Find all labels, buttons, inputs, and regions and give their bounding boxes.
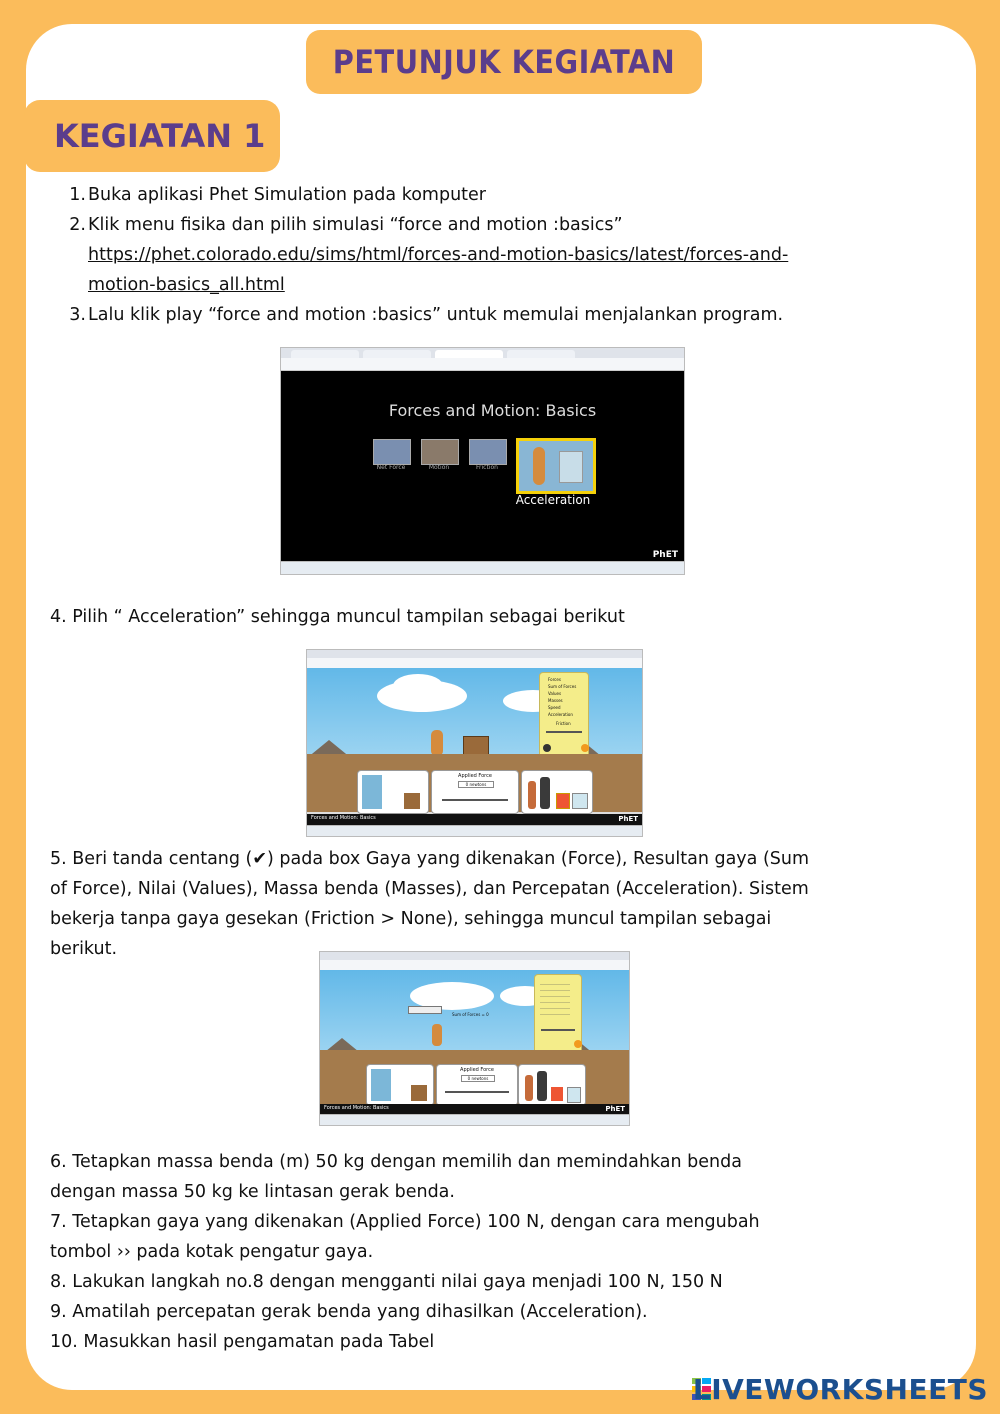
tile-friction[interactable]	[469, 439, 507, 465]
phet-logo: PhET	[618, 815, 638, 823]
page-title: PETUNJUK KEGIATAN	[332, 43, 676, 81]
step-4-text: 4. Pilih “ Acceleration” sehingga muncul tampilan sebagai berikut	[50, 607, 625, 627]
sum-of-forces-label: Sum of Forces = 0	[452, 1012, 489, 1017]
applied-force-label: Applied Force	[460, 1067, 494, 1073]
friction-slider[interactable]	[541, 1029, 575, 1031]
browser-address-bar	[281, 358, 684, 371]
checkbox-sum[interactable]: Sum of Forces	[548, 684, 577, 689]
tile-net-force[interactable]	[373, 439, 411, 465]
reset-icon[interactable]	[574, 1040, 582, 1048]
checkbox-masses[interactable]: Masses	[548, 698, 563, 703]
tile-acceleration[interactable]	[516, 438, 596, 494]
fridge[interactable]	[362, 775, 382, 809]
step-7-line1: 7. Tetapkan gaya yang dikenakan (Applied Force) 100 N, dengan cara mengubah	[50, 1212, 760, 1232]
pusher-figure	[432, 1024, 442, 1046]
checkbox-speed[interactable]: Speed	[548, 705, 561, 710]
step-number: 2.	[69, 215, 86, 235]
object-shelf-left	[366, 1064, 434, 1106]
play-icon[interactable]	[543, 744, 551, 752]
object-shelf-right	[518, 1064, 586, 1106]
newtons-readout: 0 newtons	[458, 781, 494, 788]
step-5-line3: bekerja tanpa gaya gesekan (Friction > None), sehingga muncul tampilan sebagai	[50, 909, 772, 929]
sim-name: Forces and Motion: Basics	[311, 815, 376, 821]
phet-logo: PhET	[652, 550, 678, 560]
tile-label: Net Force	[376, 464, 406, 471]
checkbox-forces[interactable]: Forces	[548, 677, 561, 682]
force-slider[interactable]	[442, 799, 508, 801]
step-2-text: Klik menu fisika dan pilih simulasi “force and motion :basics”	[88, 215, 623, 235]
sim-home-screen	[281, 371, 684, 562]
friction-label: Friction	[556, 721, 571, 726]
step-8-text: 8. Lakukan langkah no.8 dengan mengganti nilai gaya menjadi 100 N, 150 N	[50, 1272, 723, 1292]
step-3-text: Lalu klik play “force and motion :basics” untuk memulai menjalankan program.	[88, 305, 784, 325]
friction-slider[interactable]	[546, 731, 582, 733]
windows-taskbar	[281, 561, 684, 574]
step-6-line2: dengan massa 50 kg ke lintasan gerak benda.	[50, 1182, 455, 1202]
step-1-text: Buka aplikasi Phet Simulation pada komputer	[88, 185, 486, 205]
reset-icon[interactable]	[581, 744, 589, 752]
applied-force-panel	[431, 770, 519, 814]
newtons-readout: 0 newtons	[461, 1075, 495, 1082]
title-banner	[306, 30, 702, 94]
checkbox-values[interactable]: Values	[548, 691, 562, 696]
section-banner	[24, 100, 280, 172]
step-5-line2: of Force), Nilai (Values), Massa benda (Masses), dan Percepatan (Acceleration). Sistem	[50, 879, 809, 899]
browser-tabs	[281, 348, 684, 358]
step-5-line1: 5. Beri tanda centang (✔) pada box Gaya yang dikenakan (Force), Resultan gaya (Sum	[50, 849, 810, 869]
step-9-text: 9. Amatilah percepatan gerak benda yang dihasilkan (Acceleration).	[50, 1302, 648, 1322]
force-slider[interactable]	[445, 1091, 509, 1093]
object-shelf-left	[357, 770, 429, 814]
object-shelf-right	[521, 770, 593, 814]
tile-label: Friction	[476, 464, 498, 471]
sim-name: Forces and Motion: Basics	[324, 1105, 389, 1111]
tile-label: Motion	[428, 464, 450, 471]
section-title: KEGIATAN 1	[54, 117, 266, 155]
applied-force-label: Applied Force	[458, 773, 492, 779]
step-number: 3.	[69, 305, 86, 325]
step-number: 1.	[69, 185, 86, 205]
tile-motion[interactable]	[421, 439, 459, 465]
sim-title: Forces and Motion: Basics	[388, 401, 597, 420]
crate-small[interactable]	[404, 793, 420, 809]
mass-label	[408, 1006, 442, 1014]
liveworksheets-brand: LIVEWORKSHEETS	[692, 1373, 988, 1406]
phet-logo: PhET	[605, 1105, 625, 1113]
screenshot-acceleration-default	[306, 649, 643, 837]
step-5-line4: berikut.	[50, 939, 118, 959]
screenshot-acceleration-checked	[319, 951, 630, 1126]
phet-link-line2[interactable]: motion-basics_all.html	[88, 275, 285, 295]
tile-label-selected: Acceleration	[515, 493, 591, 507]
pusher-figure	[431, 730, 443, 756]
step-7-line2: tombol ›› pada kotak pengatur gaya.	[50, 1242, 374, 1262]
checkbox-acceleration[interactable]: Acceleration	[548, 712, 573, 717]
screenshot-phet-home	[280, 347, 685, 575]
step-10-text: 10. Masukkan hasil pengamatan pada Tabel	[50, 1332, 435, 1352]
step-6-line1: 6. Tetapkan massa benda (m) 50 kg dengan memilih dan memindahkan benda	[50, 1152, 742, 1172]
phet-link-line1[interactable]: https://phet.colorado.edu/sims/html/forces-and-motion-basics/latest/forces-and-	[88, 245, 789, 265]
applied-force-panel	[436, 1064, 518, 1106]
